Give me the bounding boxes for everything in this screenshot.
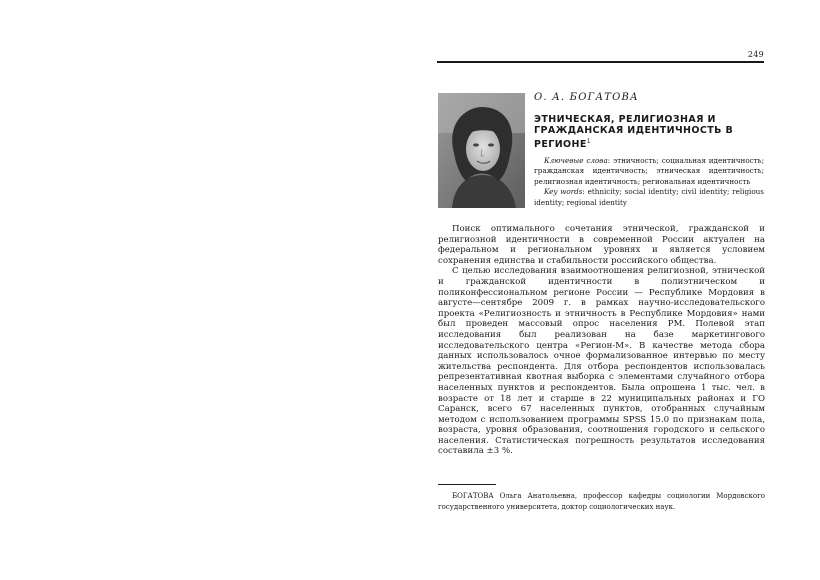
footnote-rule [438,484,496,485]
paragraph-intro: Поиск оптимального сочетания этнической, гражданской и религиозной идентичности в современной России актуален на федеральном и региональном уровнях и является условием сохранения единства и стабильности российского общества. [438,224,765,266]
author-footnote-text: БОГАТОВА Ольга Анатольевна, профессор кафедры социологии Мордовского государственного университета, доктор социологических наук. [438,492,765,511]
keywords-ru [534,156,764,187]
keywords-en-text: : ethnicity; social identity; civil identity; religious identity; regional identity [534,187,764,207]
keywords-ru-text: : этничность; социальная идентичность; гражданская идентичность; этническая идентичность; религиозная идентичность; региональная идентичность [534,156,764,186]
keywords-en [534,187,764,208]
author-name: О. А. БОГАТОВА [534,92,639,103]
paragraph-method: С целью исследования взаимоотношения религиозной, этнической и гражданской идентичности в полиэтническом и поликонфессиональном регионе России — Республике Мордовия в августе—сентябре 2009 г. в рамках научно-исследовательского проекта «Религиозность и этничность в Республике Мордовия» нами был проведен массовый опрос населения РМ. Полевой этап исследования был реализован на базе маркетингового исследовательского центра «Регион-М». В качестве метода сбора данных использовалось очное формализованное интервью по месту жительства респондента. Для отбора респондентов использовалась репрезентативная квотная выборка с элементами случайного отбора населенных пунктов и респондентов. Была опрошена 1 тыс. чел. в возрасте от 18 лет и старше в 22 муниципальных районах и ГО Саранск, всего 67 населенных пунктов, отобранных случайным методом с использованием программы SPSS 15.0 по признакам пола, возраста, уровня образования, соотношения городского и сельского населения. Статистическая погрешность результатов исследования составила ±3 %. [438,266,765,457]
keywords-ru-label: Ключевые слова [544,156,608,165]
page-number: 249 [747,50,764,59]
keywords-block [534,156,764,208]
header-rule [437,61,764,63]
keywords-en-label: Key words [544,187,583,197]
article-body [438,224,765,457]
author-footnote [438,491,765,513]
article-title [534,114,774,150]
title-footnote-mark: 1 [586,138,591,145]
author-photo [438,93,525,208]
article-title-text: ЭТНИЧЕСКАЯ, РЕЛИГИОЗНАЯ И ГРАЖДАНСКАЯ ИДЕНТИЧНОСТЬ В РЕГИОНЕ [534,114,734,151]
